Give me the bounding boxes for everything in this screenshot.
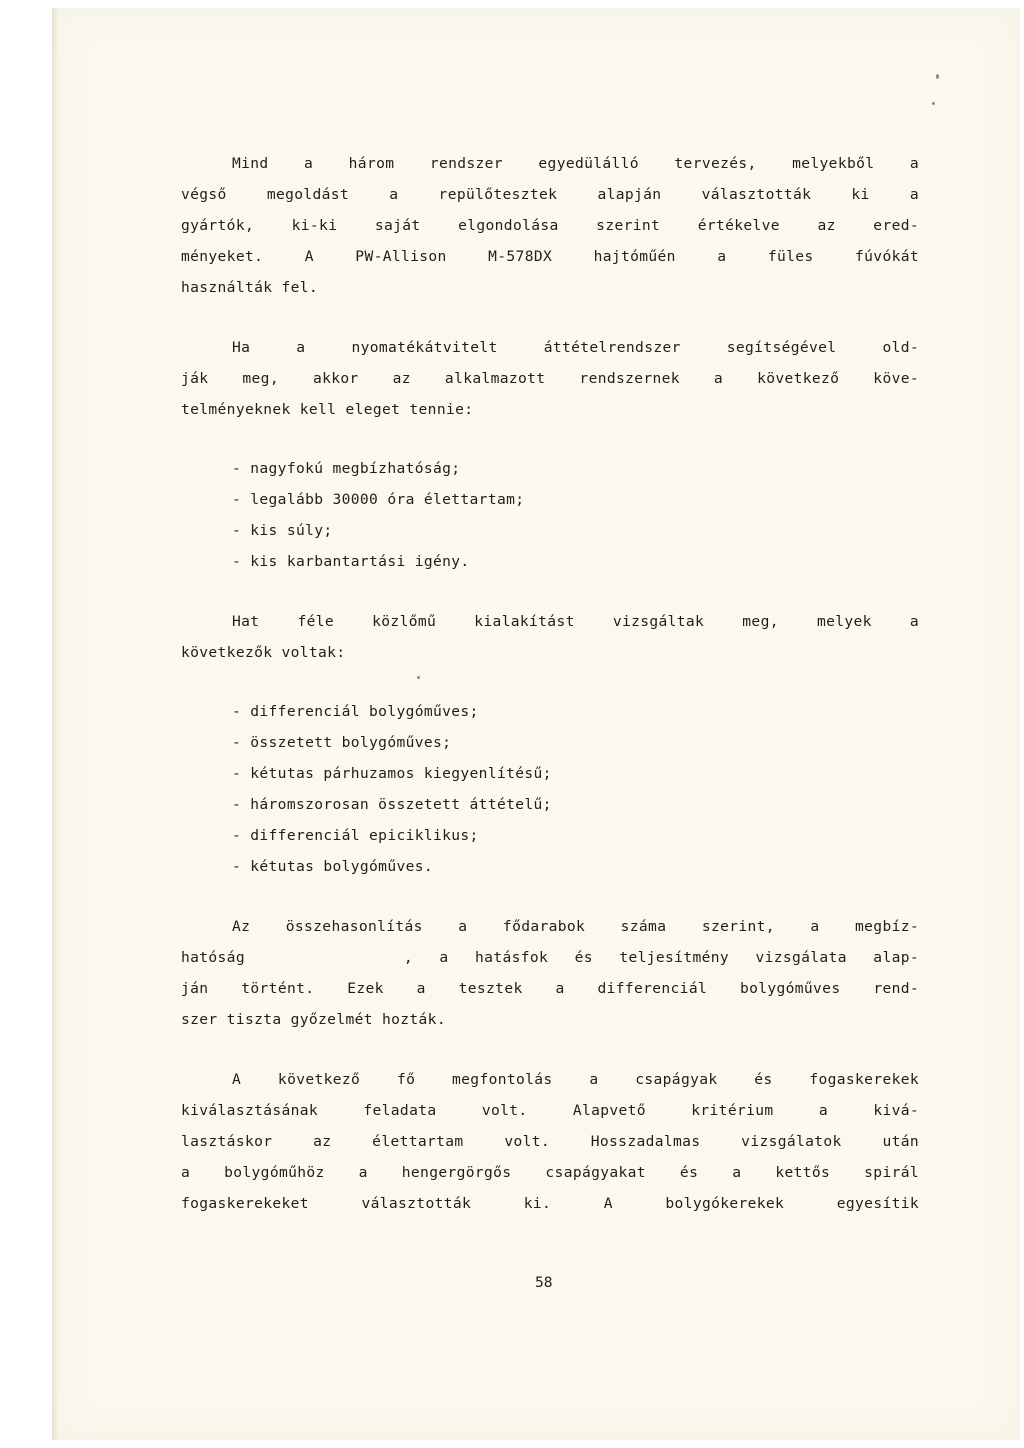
scan-speck	[936, 74, 939, 79]
list-item: - kétutas bolygóműves.	[232, 858, 433, 875]
text-line: fogaskerekeket választották ki. A bolygókerekek egyesítik	[181, 1195, 919, 1212]
paragraph-5	[181, 1064, 919, 1219]
list-item: - kis súly;	[232, 522, 333, 539]
paragraph-4	[181, 911, 919, 1035]
text-line: ján történt. Ezek a tesztek a differenciál bolygóműves rend-	[181, 980, 919, 997]
text-line: a bolygóműhöz a hengergörgős csapágyakat és a kettős spirál	[181, 1164, 919, 1181]
page-number: 58	[535, 1274, 553, 1291]
text-line: telményeknek kell eleget tennie:	[181, 401, 474, 418]
variants-list	[181, 696, 919, 882]
list-item: - háromszorosan összetett áttételű;	[232, 796, 552, 813]
text-line: gyártók, ki-ki saját elgondolása szerint értékelve az ered-	[181, 217, 919, 234]
paragraph-3	[181, 606, 919, 668]
text-line: használták fel.	[181, 279, 319, 296]
text-line: hatóság , a hatásfok és teljesítmény vizsgálata alap-	[181, 949, 919, 966]
list-item: - differenciál bolygóműves;	[232, 703, 479, 720]
text-line: ményeket. A PW-Allison M-578DX hajtóműén a füles fúvókát	[181, 248, 919, 265]
scan-speck	[932, 102, 935, 105]
text-line: Hat féle közlőmű kialakítást vizsgáltak meg, melyek a	[232, 613, 919, 630]
text-line: lasztáskor az élettartam volt. Hosszadalmas vizsgálatok után	[181, 1133, 919, 1150]
text-line: Mind a három rendszer egyedülálló tervezés, melyekből a	[232, 155, 919, 172]
text-line: szer tiszta győzelmét hozták.	[181, 1011, 446, 1028]
requirements-list	[181, 453, 919, 577]
paragraph-1	[181, 148, 919, 303]
text-line: Ha a nyomatékátvitelt áttételrendszer segítségével old-	[232, 339, 919, 356]
body-text	[181, 148, 919, 1219]
list-item: - nagyfokú megbízhatóság;	[232, 460, 461, 477]
list-item: - legalább 30000 óra élettartam;	[232, 491, 525, 508]
text-line: A következő fő megfontolás a csapágyak és fogaskerekek	[232, 1071, 919, 1088]
list-item: - kétutas párhuzamos kiegyenlítésű;	[232, 765, 552, 782]
paragraph-2	[181, 332, 919, 425]
text-line: végső megoldást a repülőtesztek alapján választották ki a	[181, 186, 919, 203]
list-item: - kis karbantartási igény.	[232, 553, 470, 570]
text-line: ják meg, akkor az alkalmazott rendszernek a következő köve-	[181, 370, 919, 387]
text-line: következők voltak:	[181, 644, 346, 661]
text-line: Az összehasonlítás a fődarabok száma szerint, a megbíz-	[232, 918, 919, 935]
list-item: - összetett bolygóműves;	[232, 734, 452, 751]
text-line: kiválasztásának feladata volt. Alapvető kritérium a kivá-	[181, 1102, 919, 1119]
list-item: - differenciál epiciklikus;	[232, 827, 479, 844]
